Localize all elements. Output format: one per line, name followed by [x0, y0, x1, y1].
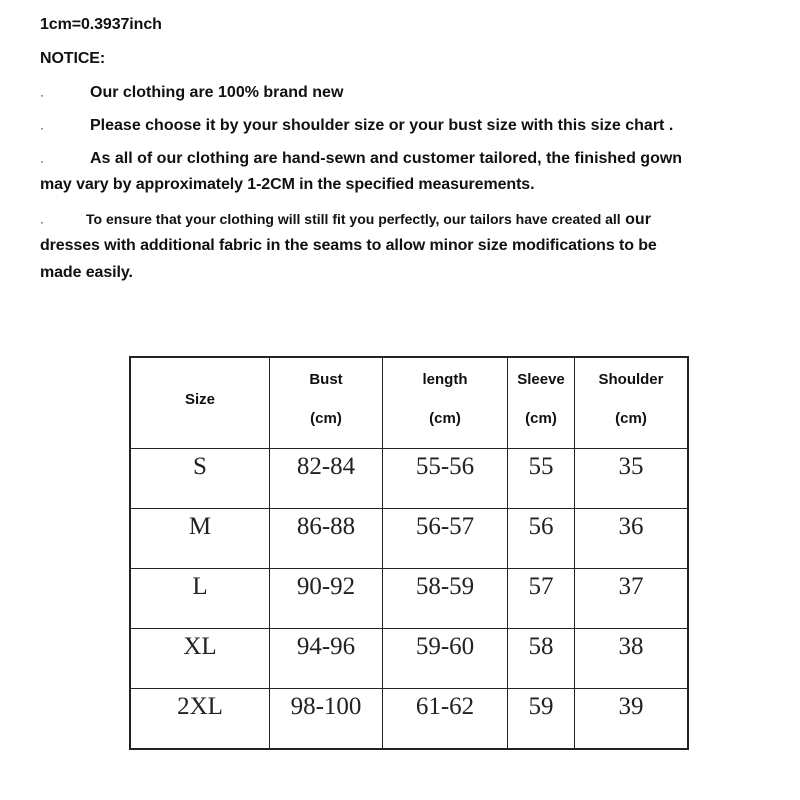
header-unit: (cm)	[525, 410, 557, 427]
cell-sleeve: 56	[508, 509, 575, 569]
header-label: Sleeve	[517, 371, 565, 388]
header-unit: (cm)	[615, 410, 647, 427]
cell-shoulder: 37	[575, 569, 689, 629]
cell-sleeve: 59	[508, 689, 575, 750]
cell-length: 59-60	[383, 629, 508, 689]
header-sleeve	[508, 357, 575, 449]
table-row	[130, 629, 688, 689]
header-unit: (cm)	[310, 410, 342, 427]
table-header-row	[130, 357, 688, 449]
cell-bust: 82-84	[270, 449, 383, 509]
header-shoulder	[575, 357, 689, 449]
table-row	[130, 509, 688, 569]
header-label: length	[422, 371, 468, 388]
table-row	[130, 689, 688, 750]
cell-bust: 94-96	[270, 629, 383, 689]
table-row	[130, 569, 688, 629]
cell-size: XL	[130, 629, 270, 689]
cell-sleeve: 55	[508, 449, 575, 509]
cell-bust: 90-92	[270, 569, 383, 629]
header-label: Bust	[309, 371, 343, 388]
header-length	[383, 357, 508, 449]
cell-shoulder: 35	[575, 449, 689, 509]
notice-title: NOTICE:	[40, 50, 106, 67]
cell-length: 58-59	[383, 569, 508, 629]
cell-shoulder: 38	[575, 629, 689, 689]
notice-item-3-line1: As all of our clothing are hand-sewn and customer tailored, the finished gown	[90, 150, 683, 167]
bullet-dot: ·	[40, 215, 44, 229]
cell-size: S	[130, 449, 270, 509]
cell-size: 2XL	[130, 689, 270, 750]
size-chart-table	[129, 356, 689, 750]
conversion-note: 1cm=0.3937inch	[40, 16, 162, 33]
cell-size: L	[130, 569, 270, 629]
header-bust	[270, 357, 383, 449]
cell-bust: 98-100	[270, 689, 383, 750]
notice-item-3-line2: may vary by approximately 1-2CM in the specified measurements.	[40, 176, 535, 193]
cell-shoulder: 39	[575, 689, 689, 750]
bullet-dot: ·	[40, 88, 44, 102]
bullet-dot: ·	[40, 154, 44, 168]
header-label: Size	[184, 390, 215, 408]
cell-length: 61-62	[383, 689, 508, 750]
notice-item-4-big-text: our	[625, 211, 651, 228]
notice-item-4-line3: made easily.	[40, 264, 133, 281]
cell-bust: 86-88	[270, 509, 383, 569]
cell-sleeve: 58	[508, 629, 575, 689]
cell-shoulder: 36	[575, 509, 689, 569]
notice-item-2: Please choose it by your shoulder size or your bust size with this size chart .	[90, 117, 674, 134]
notice-item-4-small-text: To ensure that your clothing will still fit you perfectly, our tailors have created all	[86, 211, 621, 227]
cell-length: 56-57	[383, 509, 508, 569]
cell-length: 55-56	[383, 449, 508, 509]
cell-size: M	[130, 509, 270, 569]
header-unit: (cm)	[429, 410, 461, 427]
cell-sleeve: 57	[508, 569, 575, 629]
notice-item-4-line2: dresses with additional fabric in the seams to allow minor size modifications to be	[40, 237, 657, 254]
header-size	[130, 357, 270, 449]
table-row	[130, 449, 688, 509]
header-label: Shoulder	[598, 371, 664, 388]
bullet-dot: ·	[40, 121, 44, 135]
notice-item-1: Our clothing are 100% brand new	[90, 84, 344, 101]
notice-item-4-line1	[86, 211, 651, 229]
